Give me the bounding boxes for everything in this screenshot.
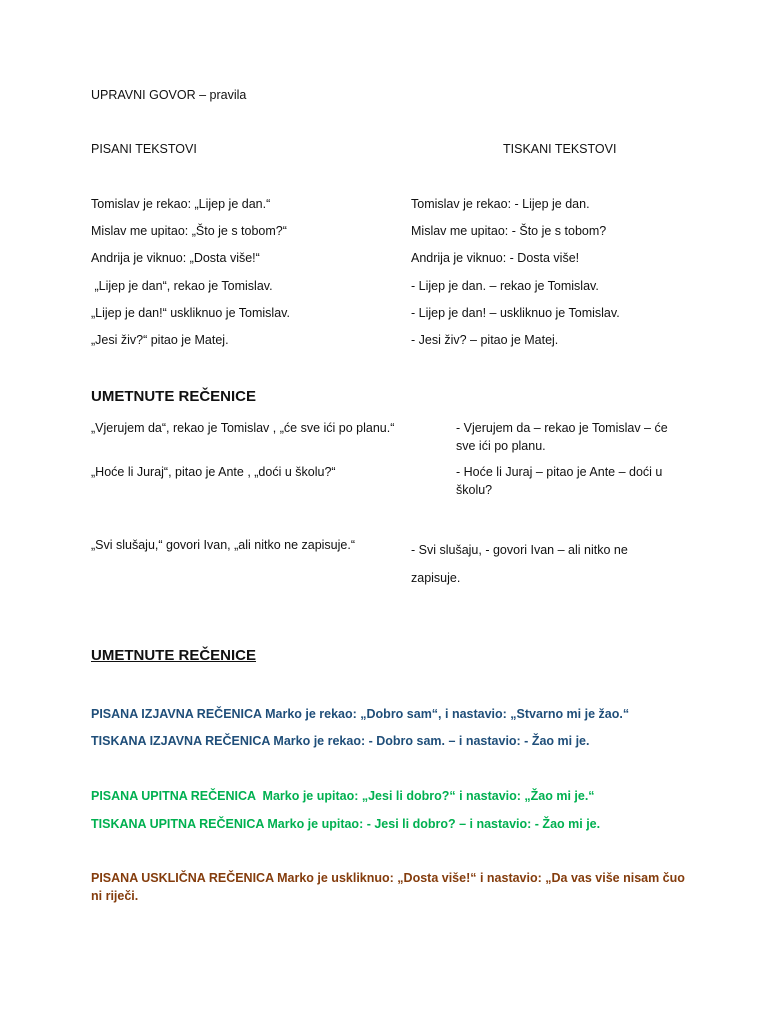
pisani-line-3: Andrija je viknuo: „Dosta više!“ bbox=[91, 251, 260, 265]
document-title: UPRAVNI GOVOR – pravila bbox=[91, 88, 247, 102]
example-pisana-usklicna: PISANA USKLIČNA REČENICA Marko je uskliknuo: „Dosta više!“ i nastavio: „Da vas više nisam čuo ni riječi. bbox=[91, 871, 685, 903]
pisani-line-2: Mislav me upitao: „Što je s tobom?“ bbox=[91, 224, 287, 238]
embedded-tiskani-2: - Hoće li Juraj – pitao je Ante – doći u školu? bbox=[456, 465, 663, 497]
example-pisana-izjavna: PISANA IZJAVNA REČENICA Marko je rekao: „Dobro sam“, i nastavio: „Stvarno mi je žao.“ bbox=[91, 707, 630, 721]
pisani-line-6: „Jesi živ?“ pitao je Matej. bbox=[91, 333, 229, 347]
embedded-pisani-1: „Vjerujem da“, rekao je Tomislav , „će sve ići po planu.“ bbox=[91, 421, 395, 435]
example-tiskana-izjavna: TISKANA IZJAVNA REČENICA Marko je rekao: - Dobro sam. – i nastavio: - Žao mi je. bbox=[91, 734, 590, 748]
column-header-pisani: PISANI TEKSTOVI bbox=[91, 142, 197, 156]
example-tiskana-upitna: TISKANA UPITNA REČENICA Marko je upitao: - Jesi li dobro? – i nastavio: - Žao mi je. bbox=[91, 817, 601, 831]
embedded-pisani-3: „Svi slušaju,“ govori Ivan, „ali nitko ne zapisuje.“ bbox=[91, 538, 356, 552]
pisani-line-4: „Lijep je dan“, rekao je Tomislav. bbox=[91, 279, 273, 293]
section-heading-umetnute-2: UMETNUTE REČENICE bbox=[91, 647, 257, 664]
tiskani-line-5: - Lijep je dan! – uskliknuo je Tomislav. bbox=[411, 306, 620, 320]
embedded-tiskani-1: - Vjerujem da – rekao je Tomislav – će sve ići po planu. bbox=[456, 421, 668, 453]
tiskani-line-4: - Lijep je dan. – rekao je Tomislav. bbox=[411, 279, 599, 293]
section-heading-umetnute: UMETNUTE REČENICE bbox=[91, 388, 257, 405]
example-pisana-upitna: PISANA UPITNA REČENICA Marko je upitao: „Jesi li dobro?“ i nastavio: „Žao mi je.“ bbox=[91, 789, 595, 803]
column-header-tiskani: TISKANI TEKSTOVI bbox=[503, 142, 617, 156]
tiskani-line-2: Mislav me upitao: - Što je s tobom? bbox=[411, 224, 607, 238]
pisani-line-1: Tomislav je rekao: „Lijep je dan.“ bbox=[91, 197, 271, 211]
tiskani-line-6: - Jesi živ? – pitao je Matej. bbox=[411, 333, 559, 347]
embedded-tiskani-3: - Svi slušaju, - govori Ivan – ali nitko ne zapisuje. bbox=[411, 543, 628, 585]
tiskani-line-3: Andrija je viknuo: - Dosta više! bbox=[411, 251, 580, 265]
tiskani-line-1: Tomislav je rekao: - Lijep je dan. bbox=[411, 197, 590, 211]
embedded-pisani-2: „Hoće li Juraj“, pitao je Ante , „doći u školu?“ bbox=[91, 465, 336, 479]
pisani-line-5: „Lijep je dan!“ uskliknuo je Tomislav. bbox=[91, 306, 290, 320]
